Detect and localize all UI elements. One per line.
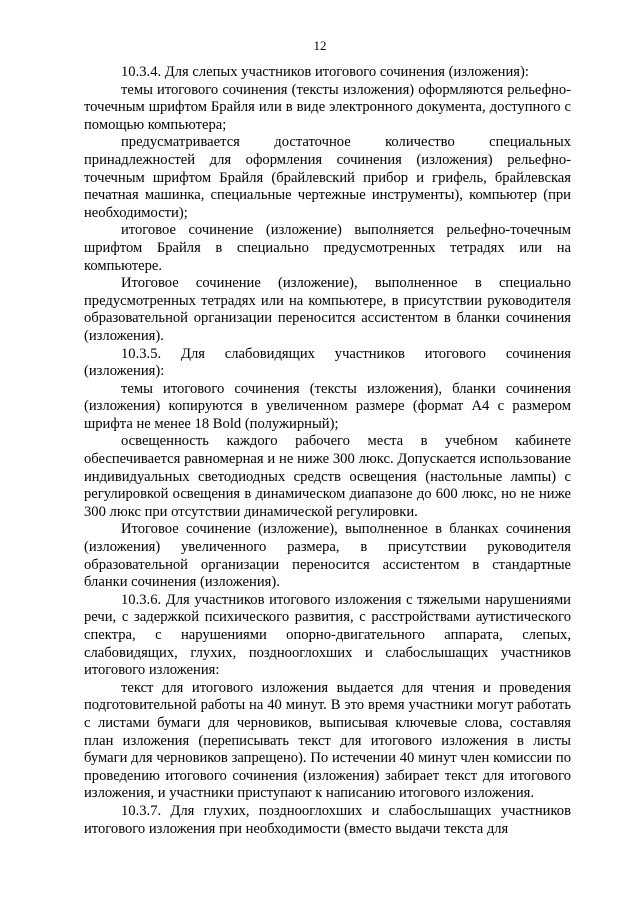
paragraph: Итоговое сочинение (изложение), выполненное в специально предусмотренных тетрадях или на компьютере, в присутствии руководителя образовательной организации переносится ассистентом в бланки сочинения (изложения). [84,275,571,344]
paragraph: текст для итогового изложения выдается для чтения и проведения подготовительной работы на 40 минут. В это время участники могут работать с листами бумаги для черновиков, выписывая ключевые слова, составляя план изложения (переписывать текст для итогового изложения в листы бумаги для черновиков запрещено). По истечении 40 минут член комиссии по проведению итогового сочинения (изложения) забирает текст для итогового изложения, и участники приступают к написанию итогового изложения. [84,679,571,802]
paragraph: итоговое сочинение (изложение) выполняется рельефно-точечным шрифтом Брайля в специально предусмотренных тетрадях или на компьютере. [84,222,571,274]
paragraph: предусматривается достаточное количество специальных принадлежностей для оформления сочинения (изложения) рельефно-точечным шрифтом Брайля (брайлевский прибор и грифель, брайлевская печатная машинка, специальные чертежные инструменты), компьютер (при необходимости); [84,134,571,221]
paragraph: темы итогового сочинения (тексты изложения), бланки сочинения (изложения) копируются в увеличенном размере (формат А4 с размером шрифта не менее 18 Bold (полужирный); [84,380,571,432]
paragraph: 10.3.4. Для слепых участников итогового сочинения (изложения): [121,64,529,80]
paragraph: освещенность каждого рабочего места в учебном кабинете обеспечивается равномерная и не ниже 300 люкс. Допускается использование индивидуальных светодиодных средств освещения (настольные лампы) с регулировкой освещения в динамическом диапазоне до 600 люкс, но не ниже 300 люкс при отсутствии динамической регулировки. [84,433,571,520]
paragraph: 10.3.6. Для участников итогового изложения с тяжелыми нарушениями речи, с задержкой психического развития, с расстройствами аутистического спектра, с нарушениями опорно-двигательного аппарата, слепых, слабовидящих, глухих, позднооглохших и слабослышащих участников итогового изложения: [84,591,571,679]
paragraph: 10.3.7. Для глухих, позднооглохших и слабослышащих участников итогового изложения при необходимости (вместо выдачи текста для [84,802,571,837]
page-number: 12 [313,38,327,53]
paragraph: темы итогового сочинения (тексты изложения) оформляются рельефно-точечным шрифтом Брайля или в виде электронного документа, доступного с помощью компьютера; [84,81,571,133]
paragraph: Итоговое сочинение (изложение), выполненное в бланках сочинения (изложения) увеличенного размера, в присутствии руководителя образовательной организации переносится ассистентом в стандартные бланки сочинения (изложения). [84,521,571,591]
paragraph: 10.3.5. Для слабовидящих участников итогового сочинения (изложения): [84,345,571,380]
body-text [84,64,571,838]
